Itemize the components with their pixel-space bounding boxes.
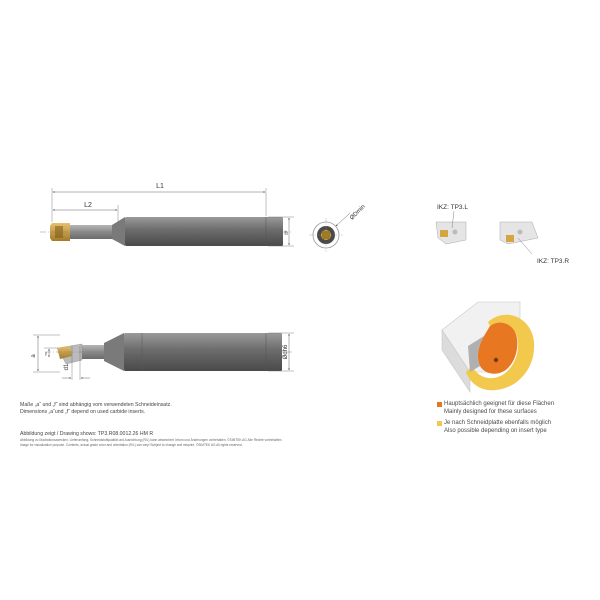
insert-left-label: IKZ: TP3.L <box>437 204 468 211</box>
insert-right-image <box>500 222 538 254</box>
dimension-label-d1: d1 <box>64 363 70 371</box>
legend-item-main-en: Mainly designed for these surfaces <box>444 409 537 415</box>
legend-item-possible-en: Also possible depending on insert type <box>444 428 547 434</box>
dimension-label-dh6: Ødh6 <box>283 344 289 360</box>
note-disclaimer-en: Image for visualization purpose. Contents, actual grade color and orientation (R/L) can vary! Subject to change and misprint. ©SIMTEK AG All rights reserved. <box>20 443 243 447</box>
dimension-label-dmin: ØDmin <box>349 203 367 222</box>
dimension-label-f: f <box>45 352 47 358</box>
dimension-label-L2: L2 <box>84 202 92 209</box>
tool-front-view <box>45 333 292 371</box>
legend-item-main-de: Hauptsächlich geeignet für diese Flächen <box>444 401 555 407</box>
legend-item-main <box>444 400 554 416</box>
insert-right-label: IKZ: TP3.R <box>537 258 570 265</box>
note-disclaimer-de: Abbildung zu Illustrationszwecken. Lieferumfang, Schneidstoffqualität und Ausrichtung (R/L) kann abweichen! Irrtum und Änderungen vorbehalten. ©SIMTEK AG Alle Rechte vorbehalten. <box>20 438 283 442</box>
tool-side-view <box>40 217 292 246</box>
note-dimensions-de: Maße „a“ und „f“ sind abhängig vom verwendeten Schneideinsatz. <box>20 402 172 408</box>
note-drawing-shows: Abbildung zeigt / Drawing shows: TP3.R08.0012.26 HM R <box>20 431 154 437</box>
surface-illustration <box>442 302 534 392</box>
legend-swatch-yellow <box>437 421 442 426</box>
dimension-label-h: h <box>284 231 288 237</box>
tool-end-view <box>309 213 350 252</box>
dimension-label-a: a <box>31 354 37 358</box>
legend-item-possible <box>444 419 551 435</box>
dimension-label-L1: L1 <box>156 183 164 190</box>
insert-left-image <box>436 211 466 244</box>
note-dimensions-en: Dimensions „a“und „f“ depend on used carbide inserts. <box>20 409 146 415</box>
legend-item-possible-de: Je nach Schneidplatte ebenfalls möglich <box>444 420 552 426</box>
legend-swatch-orange <box>437 402 442 407</box>
